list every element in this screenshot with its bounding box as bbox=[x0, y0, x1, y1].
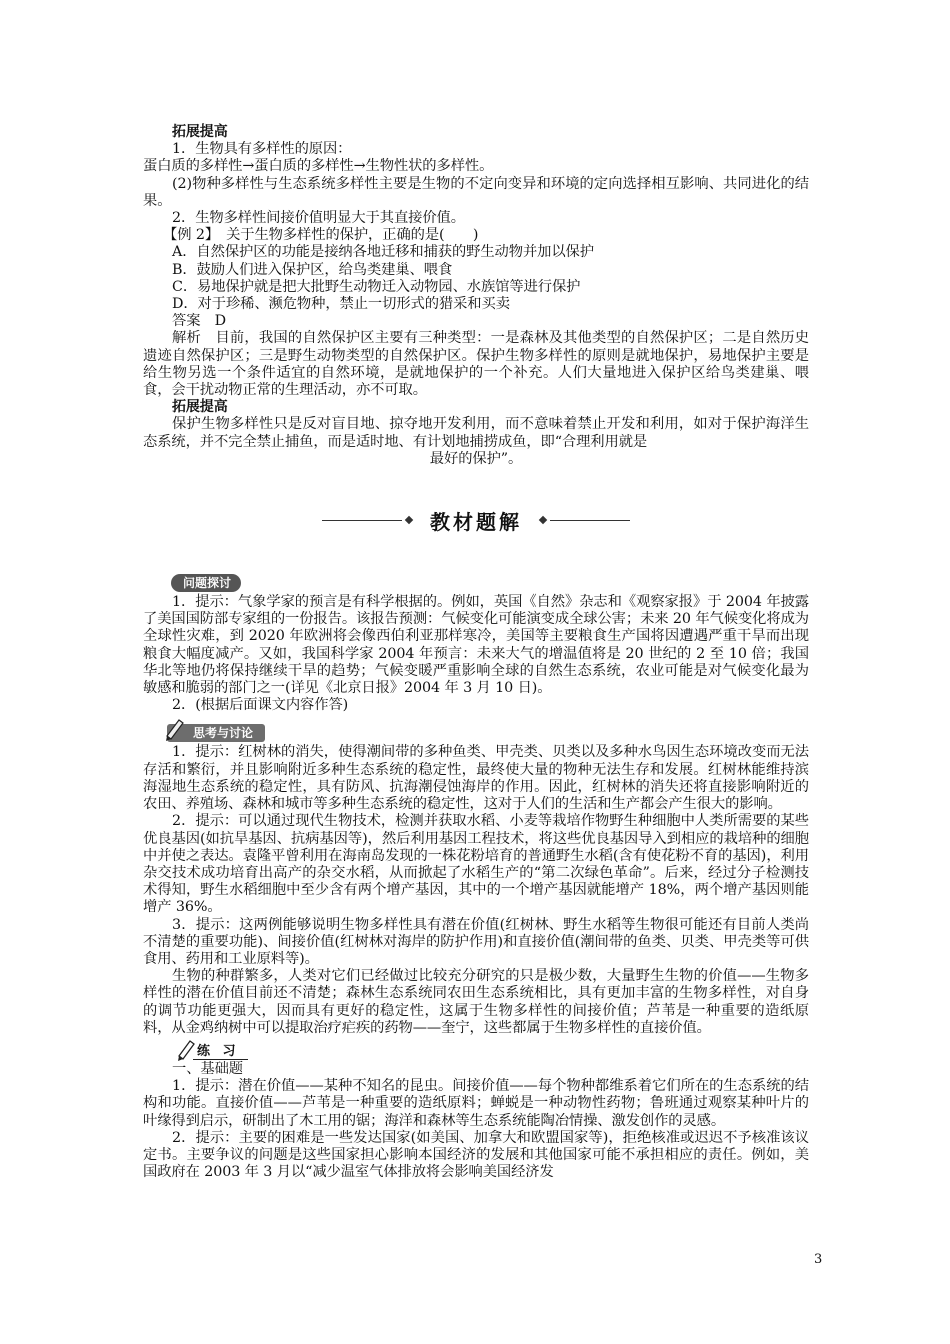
analysis: 解析 目前，我国的自然保护区主要有三种类型：一是森林及其他类型的自然保护区；二是自然历史遗迹自然保护区；三是野生动物类型的自然保护区。保护生物多样性的原则是就地保护，易地保护主要是给生物另选一个条件适宜的自然环境，是就地保护的一个补充。人们大量地进入保护区给鸟类建巢、喂食，会干扰动物正常的生理活动，亦不可取。 bbox=[143, 330, 809, 399]
paragraph: 3．提示：这两例能够说明生物多样性具有潜在价值(红树林、野生水稻等生物很可能还有目前人类尚不清楚的重要功能)、间接价值(红树林对海岸的防护作用)和直接价值(潮间带的鱼类、贝类、甲壳类等可供食用、药用和工业原料等)。 bbox=[143, 916, 809, 967]
paragraph: 2．(根据后面课文内容作答) bbox=[172, 697, 349, 714]
page-number: 3 bbox=[814, 1252, 823, 1267]
paragraph: 蛋白质的多样性→蛋白质的多样性→生物性状的多样性。 bbox=[143, 158, 494, 175]
section-title-text: 教材题解 bbox=[430, 509, 522, 534]
diamond-icon bbox=[539, 516, 547, 524]
section-title bbox=[143, 508, 809, 532]
paragraph: 生物的种群繁多，人类对它们已经做过比较充分研究的只是极少数，大量野生生物的价值——生物多样性的潜在价值目前还不清楚；森林生态系统同农田生态系统相比，具有更加丰富的生物多样性，对自身的调节功能更强大，因而具有更好的稳定性，这属于生物多样性的间接价值；芦苇是一种重要的造纸原料，从金鸡纳树中可以提取治疗疟疾的药物——奎宁，这些都属于生物多样性的直接价值。 bbox=[143, 968, 809, 1036]
practice-header bbox=[173, 1039, 809, 1061]
pen-icon bbox=[163, 716, 189, 742]
paragraph: 1．生物具有多样性的原因： bbox=[172, 141, 352, 158]
practice-label: 练 习 bbox=[193, 1040, 248, 1060]
divider bbox=[550, 520, 630, 521]
badge-sikao-label: 思考与讨论 bbox=[193, 726, 254, 741]
option-b: B．鼓励人们进入保护区，给鸟类建巢、喂食 bbox=[172, 261, 453, 278]
option-d: D．对于珍稀、濒危物种，禁止一切形式的猎采和买卖 bbox=[172, 296, 510, 313]
badge-wenti: 问题探讨 bbox=[171, 574, 241, 592]
page-content bbox=[143, 124, 809, 1181]
divider bbox=[322, 520, 402, 521]
paragraph: 2．生物多样性间接价值明显大于其直接价值。 bbox=[172, 210, 465, 227]
paragraph: 1．提示：气象学家的预言是有科学根据的。例如，英国《自然》杂志和《观察家报》于 2004 年披露了美国国防部专家组的一份报告。该报告预测：气候变化可能演变成全球公害；未来 20 年气候变化将成为全球性灾难，到 2020 年欧洲将会像西伯利亚那样寒冷，美国等主要粮食生产国将因遭遇严重干旱而出现粮食大幅度减产。又如，我国科学家 2004 年预言：未来大气的增温值将是 20 世纪的 2 至 10 倍；我国华北等地仍将保持继续干旱的趋势；气候变暖严重影响全球的自然生态系统，农业可能是对气候变化最为敏感和脆弱的部门之一(详见《北京日报》2004 年 3 月 10 日)。 bbox=[143, 594, 809, 697]
example-question: 【例 2】 关于生物多样性的保护，正确的是( ) bbox=[163, 227, 479, 244]
paragraph: 1．提示：红树林的消失，使得潮间带的多种鱼类、甲壳类、贝类以及多种水鸟因生态环境改变而无法存活和繁衍，并且影响附近多种生态系统的稳定性，最终使大量的物种无法生存和发展。红树林能维持滨海湿地生态系统的稳定性，具有防风、抗海潮侵蚀海岸的作用。因此，红树林的消失还将直接影响附近的农田、养殖场、森林和城市等多种生态系统的稳定性，这对于人们的生活和生产都会产生很大的影响。 bbox=[143, 744, 809, 813]
subheading: 一、基础题 bbox=[172, 1060, 243, 1077]
heading-tuozhan-1: 拓展提高 bbox=[172, 124, 228, 140]
paragraph-end: 最好的保护”。 bbox=[429, 450, 523, 467]
paragraph: 保护生物多样性只是反对盲目地、掠夺地开发利用，而不意味着禁止开发和利用，如对于保护海洋生态系统，并不完全禁止捕鱼，而是适时地、有计划地捕捞成鱼，即“合理利用就是 bbox=[143, 416, 809, 450]
paragraph: 1．提示：潜在价值——某种不知名的昆虫。间接价值——每个物种都维系着它们所在的生态系统的结构和功能。直接价值——芦苇是一种重要的造纸原料；蝉蜕是一种动物性药物；鲁班通过观察某种叶片的叶缘得到启示，研制出了木工用的锯；海洋和森林等生态系统能陶冶情操、激发创作的灵感。 bbox=[143, 1078, 809, 1129]
answer: 答案 D bbox=[172, 313, 226, 330]
option-a: A．自然保护区的功能是接纳各地迁移和捕获的野生动物并加以保护 bbox=[172, 244, 594, 261]
paragraph: 2．提示：主要的困难是一些发达国家(如美国、加拿大和欧盟国家等)，拒绝核准或迟迟不予核准该议定书。主要争议的问题是这些国家担心影响本国经济的发展和其他国家可能不承担相应的责任。例如，美国政府在 2003 年 3 月以“减少温室气体排放将会影响美国经济发 bbox=[143, 1129, 809, 1181]
diamond-icon bbox=[405, 516, 413, 524]
option-c: C．易地保护就是把大批野生动物迁入动物园、水族馆等进行保护 bbox=[172, 278, 581, 295]
badge-sikao bbox=[167, 724, 265, 742]
paragraph: (2)物种多样性与生态系统多样性主要是生物的不定向变异和环境的定向选择相互影响、共同进化的结果。 bbox=[143, 175, 809, 209]
heading-tuozhan-2: 拓展提高 bbox=[172, 399, 228, 416]
paragraph: 2．提示：可以通过现代生物技术，检测并获取水稻、小麦等栽培作物野生种细胞中人类所需要的某些优良基因(如抗旱基因、抗病基因等)，然后利用基因工程技术，将这些优良基因导入到相应的栽培种的细胞中并使之表达。袁隆平曾利用在海南岛发现的一株花粉培育的普通野生水稻(含有使花粉不育的基因)，利用杂交技术成功培育出高产的杂交水稻，从而掀起了水稻生产的“第二次绿色革命”。后来，经过分子检测技术得知，野生水稻细胞中至少含有两个增产基因，其中的一个增产基因就能增产 18%，两个增产基因则能增产 36%。 bbox=[143, 813, 809, 916]
